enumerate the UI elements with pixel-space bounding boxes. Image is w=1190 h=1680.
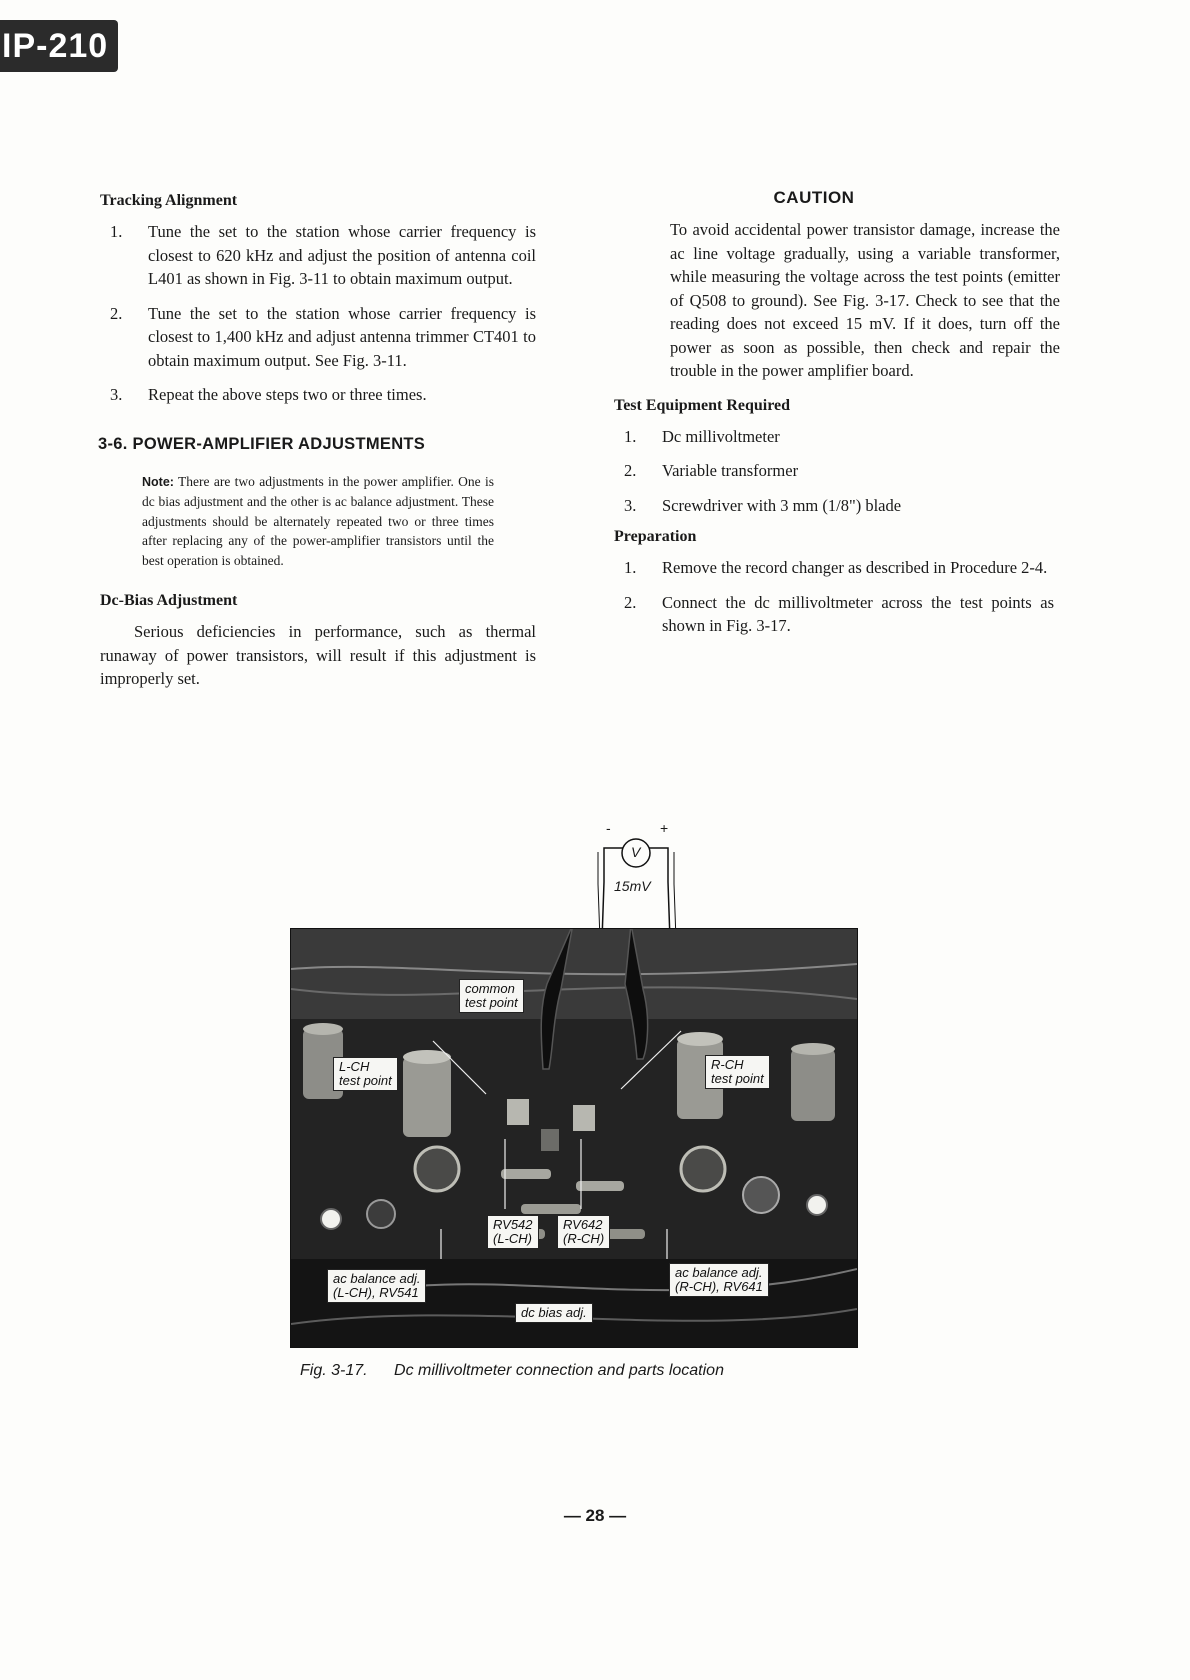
list-item: 2. Variable transformer: [624, 461, 799, 480]
meter-symbol: V: [631, 844, 641, 860]
common-test-point-label: common test point: [459, 979, 524, 1013]
dc-bias-adj-label: dc bias adj.: [515, 1303, 593, 1323]
list-item: 1. Remove the record changer as described in Procedure 2-4.: [624, 558, 1048, 577]
list-item: 1. Tune the set to the station whose carrier frequency is closest to 620 kHz and adjust the position of antenna coil L401 as shown in Fig. 3-11 to obtain maximum output.: [110, 222, 536, 288]
ac-balance-lch-label: ac balance adj. (L-CH), RV541: [327, 1269, 426, 1303]
figure-caption-text: Dc millivoltmeter connection and parts location: [394, 1362, 724, 1379]
test-equipment-heading: Test Equipment Required: [614, 396, 791, 414]
list-item: 3. Screwdriver with 3 mm (1/8") blade: [624, 495, 902, 515]
note-text: There are two adjustments in the power amplifier. One is dc bias adjustment and the other is ac balance adjustment. These adjustments should be alternately repeated two or three times after replacing any of the power-amplifier transistors until the best operation is obtained.: [142, 473, 494, 568]
dc-bias-heading: Dc-Bias Adjustment: [100, 592, 238, 609]
preparation-list: [614, 556, 1054, 638]
model-number-tab: IP-210: [0, 20, 118, 72]
left-column: [100, 192, 536, 691]
rv542-label: RV542 (L-CH): [487, 1215, 539, 1249]
list-item: 1. Dc millivoltmeter: [624, 426, 780, 446]
rch-test-point-label: R-CH test point: [705, 1055, 770, 1089]
equipment-list: [614, 425, 1054, 518]
meter-plus-sign: +: [660, 820, 669, 836]
preparation-heading: Preparation: [614, 528, 697, 545]
tracking-alignment-heading: Tracking Alignment: [100, 192, 238, 209]
ac-balance-rch-label: ac balance adj. (R-CH), RV641: [669, 1263, 769, 1297]
meter-reading: 15mV: [614, 878, 651, 894]
note-block: [142, 472, 494, 571]
page-number: — 28 —: [563, 1506, 627, 1525]
figure-caption: [300, 1362, 920, 1380]
list-item: 2. Connect the dc millivoltmeter across the test points as shown in Fig. 3-17.: [624, 592, 1054, 635]
lch-test-point-label: L-CH test point: [333, 1057, 398, 1091]
figure-number: Fig. 3-17.: [300, 1362, 368, 1379]
list-item: 2. Tune the set to the station whose carrier frequency is closest to 1,400 kHz and adjust antenna trimmer CT401 to obtain maximum output. See Fig. 3-11.: [110, 303, 536, 370]
tracking-steps: [100, 220, 536, 407]
caution-heading: CAUTION: [773, 188, 855, 207]
meter-minus-sign: -: [606, 820, 611, 836]
note-label: Note:: [142, 474, 174, 489]
right-column: [614, 188, 1060, 649]
dc-bias-paragraph: Serious deficiencies in performance, such as thermal runaway of power transistors, will result if this adjustment is improperly set.: [100, 622, 536, 688]
section-heading: 3-6. POWER-AMPLIFIER ADJUSTMENTS: [98, 434, 426, 453]
rv642-label: RV642 (R-CH): [557, 1215, 610, 1249]
parts-location-photo: [290, 928, 858, 1348]
caution-paragraph: To avoid accidental power transistor damage, increase the ac line voltage gradually, using a variable transformer, while measuring the voltage across the test points (emitter of Q508 to ground). See Fig. 3-17. Check to see that the reading does not exceed 15 mV. If it does, turn off the power as soon as possible, then check and repair the trouble in the power amplifier board.: [670, 220, 1060, 380]
list-item: 3. Repeat the above steps two or three times.: [110, 385, 427, 404]
